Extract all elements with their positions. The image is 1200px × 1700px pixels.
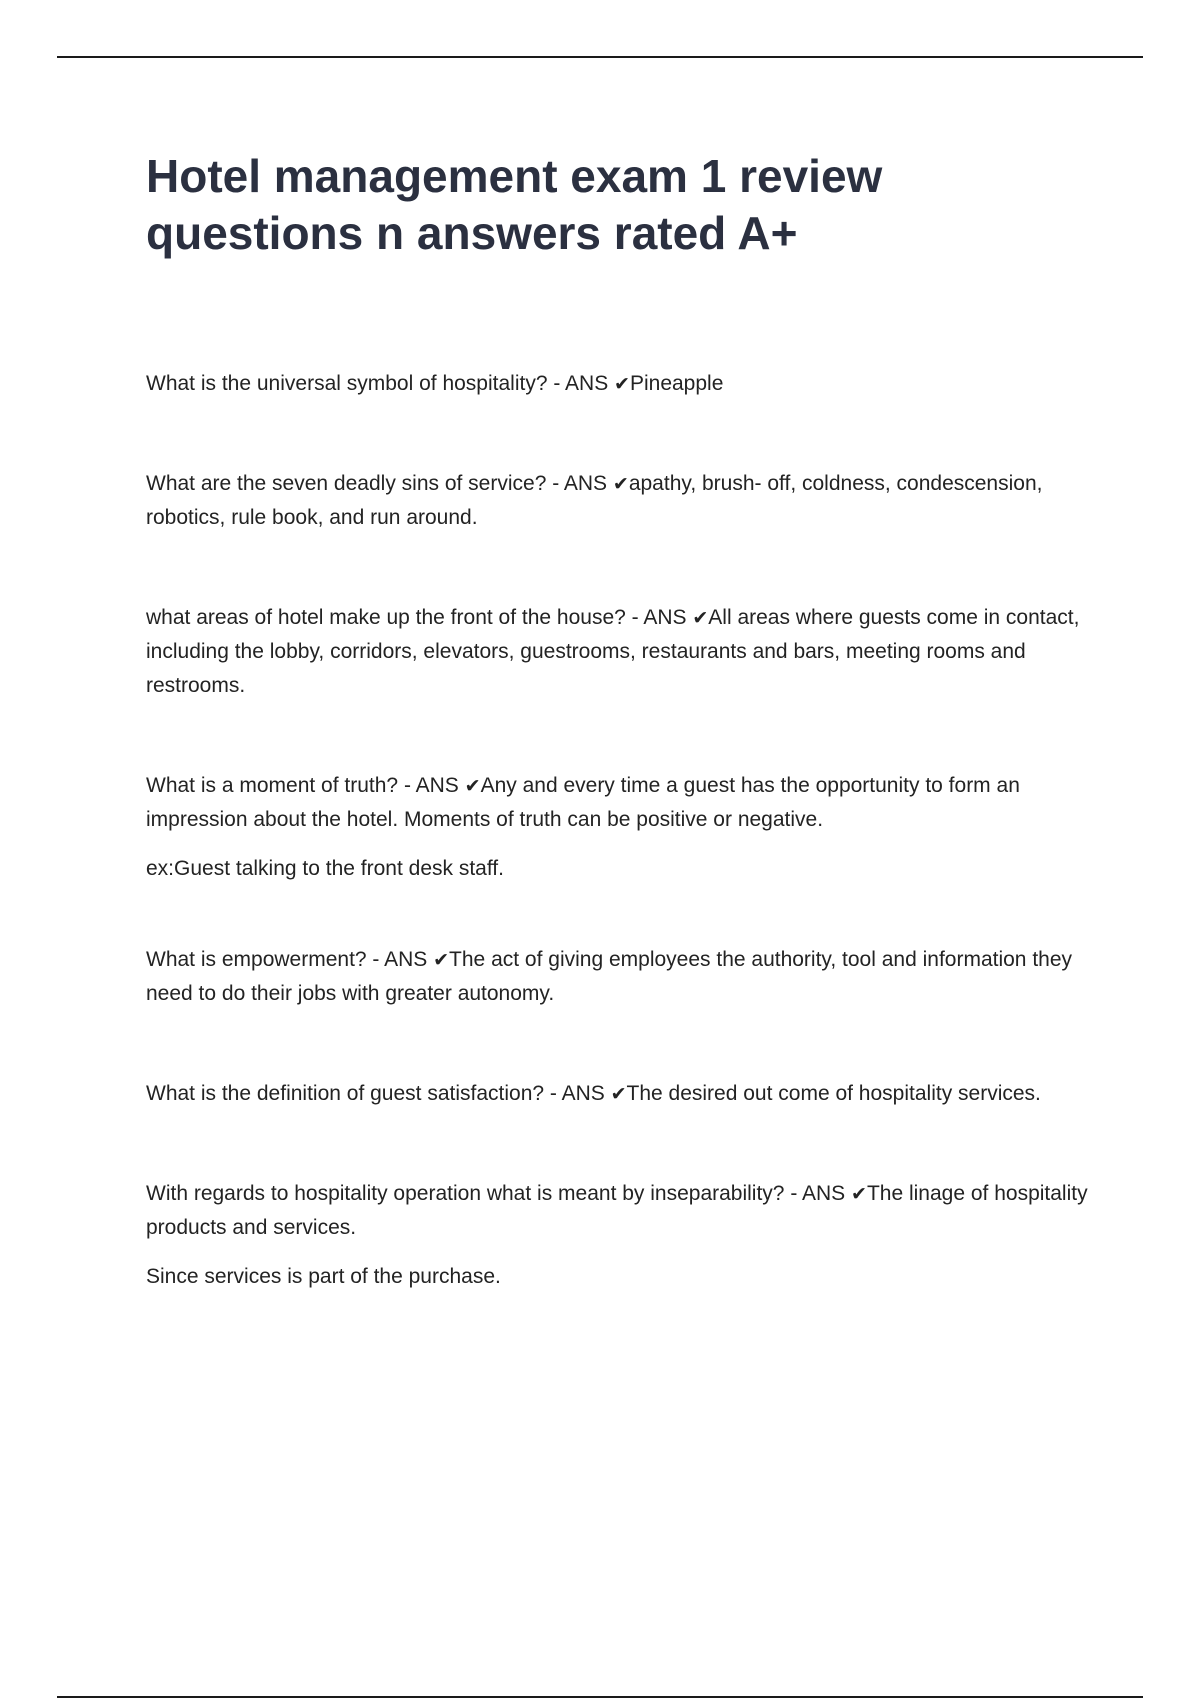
check-icon: ✔: [612, 473, 629, 495]
question-text: What is empowerment?: [146, 948, 367, 971]
example-note: ex:Guest talking to the front desk staff.: [146, 857, 504, 880]
qa-paragraph: [146, 1077, 1096, 1111]
document-title: Hotel management exam 1 review questions n answers rated A+: [146, 150, 883, 259]
qa-item: [146, 1177, 1096, 1294]
check-icon: ✔: [433, 949, 450, 971]
answer-text: The linage of hospitality products and services.: [146, 1182, 1088, 1239]
qa-list: [146, 367, 1096, 1294]
check-icon: ✔: [464, 775, 481, 797]
qa-item: [146, 601, 1096, 703]
check-icon: ✔: [614, 373, 630, 395]
question-text: With regards to hospitality operation what is meant by inseparability?: [146, 1182, 785, 1205]
bottom-rule: [57, 1696, 1143, 1698]
qa-paragraph: [146, 769, 1096, 837]
check-icon: ✔: [610, 1083, 627, 1105]
qa-paragraph: [146, 601, 1096, 703]
check-icon: ✔: [851, 1183, 867, 1205]
ans-separator: - ANS: [398, 774, 465, 797]
qa-item: [146, 769, 1096, 886]
answer-text: Any and every time a guest has the opportunity to form an impression about the hotel. Moments of truth can be positive or negative.: [146, 774, 1020, 831]
document-body: [146, 148, 1096, 1360]
ans-separator: - ANS: [784, 1182, 852, 1205]
qa-item: [146, 1077, 1096, 1111]
answer-text: Pineapple: [629, 372, 724, 395]
qa-paragraph: [146, 1177, 1096, 1245]
question-text: What are the seven deadly sins of service?: [146, 472, 547, 495]
qa-item: [146, 943, 1096, 1011]
answer-text: The act of giving employees the authority, tool and information they need to do their jobs with greater autonomy.: [146, 948, 1073, 1005]
check-icon: ✔: [692, 607, 709, 629]
top-rule: [57, 56, 1143, 58]
qa-paragraph: [146, 943, 1096, 1011]
answer-text: apathy, brush- off, coldness, condescension, robotics, rule book, and run around.: [146, 472, 1043, 529]
answer-text: The desired out come of hospitality services.: [626, 1082, 1041, 1105]
question-text: what areas of hotel make up the front of the house?: [146, 606, 626, 629]
ans-separator: - ANS: [544, 1082, 611, 1105]
example-note: Since services is part of the purchase.: [146, 1265, 501, 1288]
question-text: What is the universal symbol of hospitality?: [146, 372, 548, 395]
qa-item: [146, 467, 1096, 535]
qa-paragraph: [146, 467, 1096, 535]
answer-text: All areas where guests come in contact, including the lobby, corridors, elevators, guestrooms, restaurants and bars, meeting rooms and restrooms.: [146, 606, 1080, 697]
qa-paragraph: [146, 367, 1096, 401]
ans-separator: - ANS: [366, 948, 434, 971]
qa-item: [146, 367, 1096, 401]
ans-separator: - ANS: [625, 606, 693, 629]
ans-separator: - ANS: [547, 372, 615, 395]
question-text: What is the definition of guest satisfaction?: [146, 1082, 545, 1105]
question-text: What is a moment of truth?: [146, 774, 399, 797]
ans-separator: - ANS: [546, 472, 613, 495]
